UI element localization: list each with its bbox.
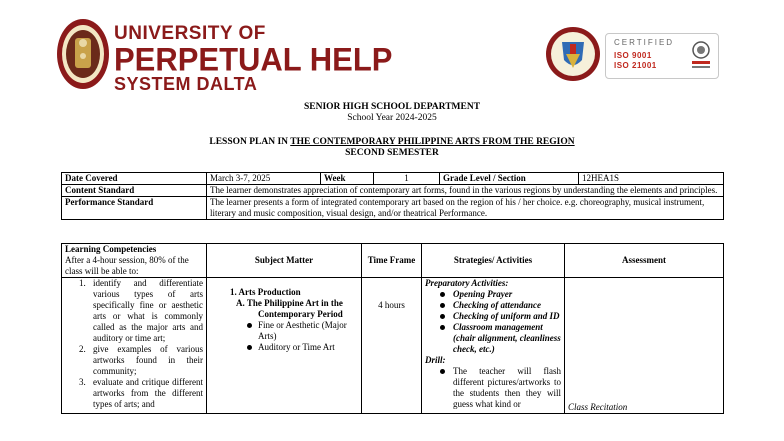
list-item [65,344,203,377]
week-value: 1 [374,173,440,185]
prep-item: Checking of uniform and ID [425,311,561,322]
certifier-logo-icon [690,40,712,72]
university-line-1: UNIVERSITY OF [114,23,266,44]
iso-21001: ISO 21001 [614,61,657,70]
lesson-info-table [61,172,724,220]
subject-heading: 1. Arts Production [230,287,301,297]
strategies-header: Strategies/ Activities [422,244,565,278]
list-item [65,278,203,344]
table-row [62,173,724,185]
competencies-cell [62,278,207,414]
performance-standard-label: Performance Standard [62,197,207,220]
lesson-plan-subject: THE CONTEMPORARY PHILIPPINE ARTS FROM THE REGION [290,137,575,147]
week-label: Week [321,173,374,185]
grade-value: 12HEA1S [579,173,724,185]
competency-text: evaluate and critique different artworks from the different types of arts; and [93,377,203,409]
subject-subheading-cont: Contemporary Period [258,309,343,319]
iso-certification-badge [605,33,719,79]
preparatory-title: Preparatory Activities: [425,278,509,288]
document-header [0,0,784,100]
university-line-3: SYSTEM DALTA [114,74,258,94]
cert-title: CERTIFIED [614,38,675,47]
subject-subheading: A. The Philippine Art in the [236,298,343,308]
subject-matter-cell [207,278,362,414]
competencies-subtitle: After a 4-hour session, 80% of the class will be able to: [65,255,189,276]
content-standard-label: Content Standard [62,185,207,197]
prep-item: Opening Prayer [425,289,561,300]
assessment-cell: Class Recitation [565,278,724,414]
subject-bullet: Fine or Aesthetic (Major Arts) [210,320,358,342]
competencies-list [65,278,203,410]
university-seal-icon [56,18,110,90]
subject-matter-header: Subject Matter [207,244,362,278]
department-seal-icon [546,24,600,84]
date-value: March 3-7, 2025 [207,173,321,185]
lesson-plan-title [0,137,784,147]
list-number: 1. [79,278,86,288]
competencies-header [62,244,207,278]
school-year: School Year 2024-2025 [347,113,437,123]
performance-standard-value: The learner presents a form of integrated contemporary art based on the region of his / her choice. e.g. choreography, musical instrument, literary and music composition, visual design, and/or theatrical Performance. [207,197,724,220]
semester: SECOND SEMESTER [345,148,439,158]
university-line-2: PERPETUAL HELP [114,40,393,78]
table-row [62,197,724,220]
drill-title: Drill: [425,355,446,365]
list-number: 3. [79,377,86,387]
date-label: Date Covered [62,173,207,185]
assessment-header: Assessment [565,244,724,278]
prep-item: Checking of attendance [425,300,561,311]
lesson-plan-table [61,243,724,414]
subject-bullet: Auditory or Time Art [210,342,358,353]
strategies-cell [422,278,565,414]
grade-label: Grade Level / Section [440,173,579,185]
list-item [65,377,203,410]
table-header-row [62,244,724,278]
content-standard-value: The learner demonstrates appreciation of contemporary art forms, found in the various regions by understanding the elements and principles. [207,185,724,197]
table-row [62,185,724,197]
time-frame-header: Time Frame [362,244,422,278]
time-frame-cell: 4 hours [362,278,422,414]
drill-item: The teacher will flash different pictures/artworks to the students then they will guess what kind or [425,366,561,410]
iso-9001: ISO 9001 [614,51,652,60]
competency-text: give examples of various artworks found in their community; [93,344,203,376]
lesson-plan-prefix: LESSON PLAN IN [209,137,291,147]
department-title: SENIOR HIGH SCHOOL DEPARTMENT [303,102,481,112]
prep-item: Classroom management (chair alignment, cleanliness check, etc.) [425,322,561,355]
competency-text: identify and differentiate various types of arts specifically fine or aesthetic arts or what is commonly called as the major arts and auditory or time art; [93,278,203,343]
university-name [114,24,392,93]
table-row [62,278,724,414]
list-number: 2. [79,344,86,354]
competencies-title: Learning Competencies [65,244,157,254]
